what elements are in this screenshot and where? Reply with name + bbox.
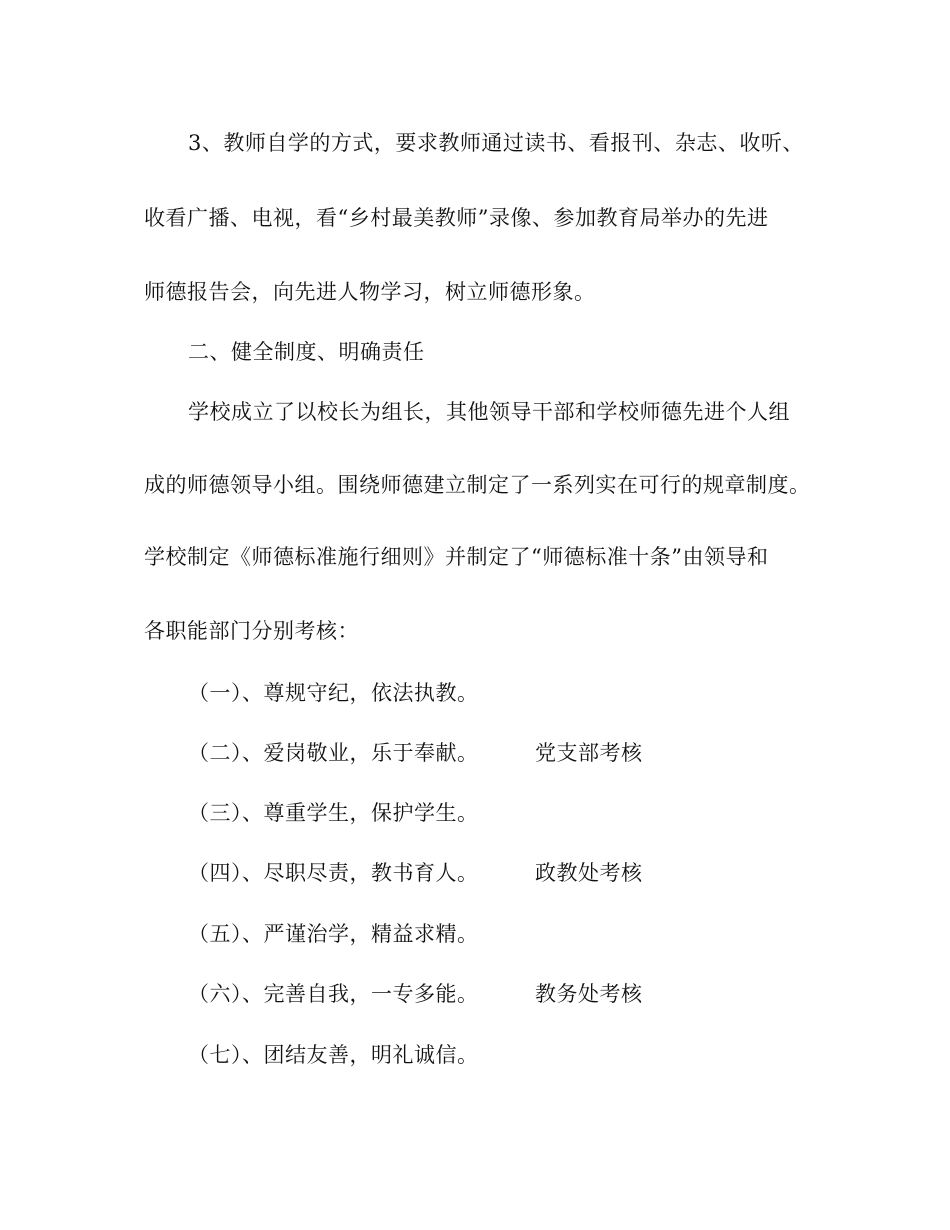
standard-item-3: （三）、尊重学生，保护学生。: [188, 801, 479, 825]
standard-item-6-dept: 教务处考核: [535, 982, 643, 1006]
standard-item-4-dept: 政教处考核: [535, 861, 643, 885]
standard-item-4: （四）、尽职尽责，教书育人。: [188, 861, 479, 885]
standard-item-2: （二）、爱岗敬业，乐于奉献。: [188, 741, 479, 765]
paragraph-3-line-3: 师德报告会，向先进人物学习，树立师德形象。: [144, 280, 596, 304]
standard-item-2-dept: 党支部考核: [535, 741, 643, 765]
paragraph-3-line-2: 收看广播、电视，看“乡村最美教师”录像、参加教育局举办的先进: [144, 206, 769, 230]
school-paragraph-line-4: 各职能部门分别考核：: [144, 619, 359, 643]
school-paragraph-line-1: 学校成立了以校长为组长，其他领导干部和学校师德先进个人组: [188, 400, 790, 424]
paragraph-3-line-1: 3、教师自学的方式，要求教师通过读书、看报刊、杂志、收听、: [188, 131, 804, 155]
standard-item-1: （一）、尊规守纪，依法执教。: [188, 681, 479, 705]
section-2-heading: 二、健全制度、明确责任: [188, 340, 425, 364]
school-paragraph-line-3: 学校制定《师德标准施行细则》并制定了“师德标准十条”由领导和: [144, 545, 769, 569]
school-paragraph-line-2: 成的师德领导小组。围绕师德建立制定了一系列实在可行的规章制度。: [144, 473, 811, 497]
standard-item-7: （七）、团结友善，明礼诚信。: [188, 1043, 479, 1067]
standard-item-6: （六）、完善自我，一专多能。: [188, 982, 479, 1006]
standard-item-5: （五）、严谨治学，精益求精。: [188, 922, 479, 946]
